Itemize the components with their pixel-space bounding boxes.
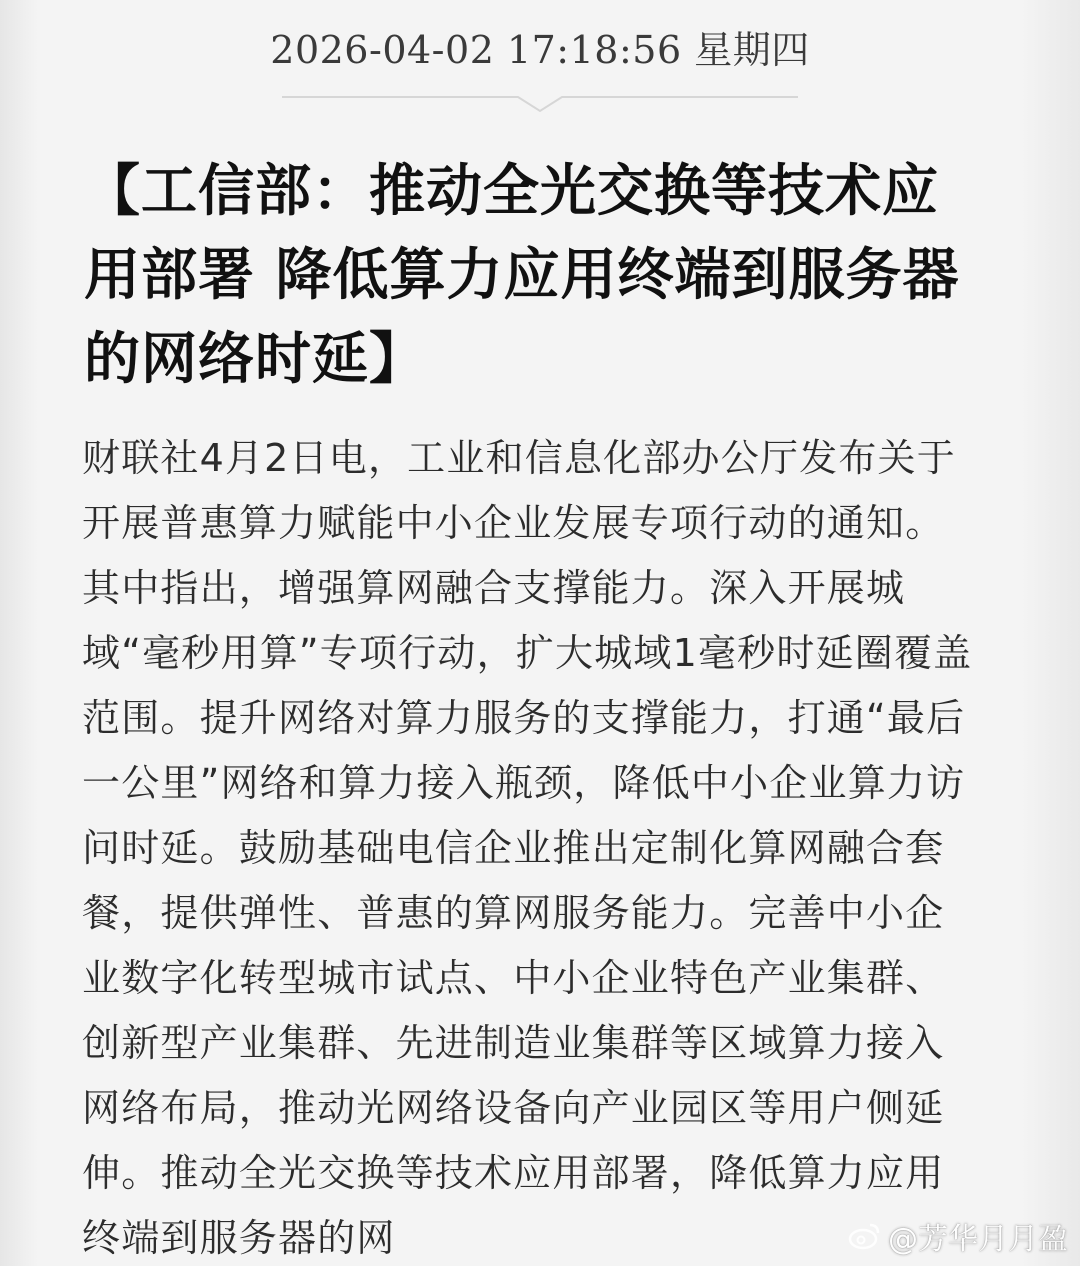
watermark-text: @芳华月月盈	[888, 1222, 1068, 1257]
weibo-icon	[848, 1219, 882, 1253]
header-divider	[282, 96, 798, 116]
screen-edge-right	[1020, 0, 1080, 1266]
screen-edge-left	[0, 0, 38, 1266]
publish-timestamp: 2026-04-02 17:18:56 星期四	[270, 28, 810, 72]
weibo-watermark	[848, 1214, 1068, 1258]
article-headline: 【工信部：推动全光交换等技术应用部署 降低算力应用终端到服务器的网络时延】	[84, 159, 960, 392]
article-body: 财联社4月2日电，工业和信息化部办公厅发布关于开展普惠算力赋能中小企业发展专项行动的通知。其中指出，增强算网融合支撑能力。深入开展城域“毫秒用算”专项行动，扩大城域1毫秒时延圈覆盖范围。提升网络对算力服务的支撑能力，打通“最后一公里”网络和算力接入瓶颈，降低中小企业算力访问时延。鼓励基础电信企业推出定制化算网融合套餐，提供弹性、普惠的算网服务能力。完善中小企业数字化转型城市试点、中小企业特色产业集群、创新型产业集群、先进制造业集群等区域算力接入网络布局，推动光网络设备向产业园区等用户侧延伸。推动全光交换等技术应用部署，降低算力应用终端到服务器的网	[82, 436, 973, 1260]
